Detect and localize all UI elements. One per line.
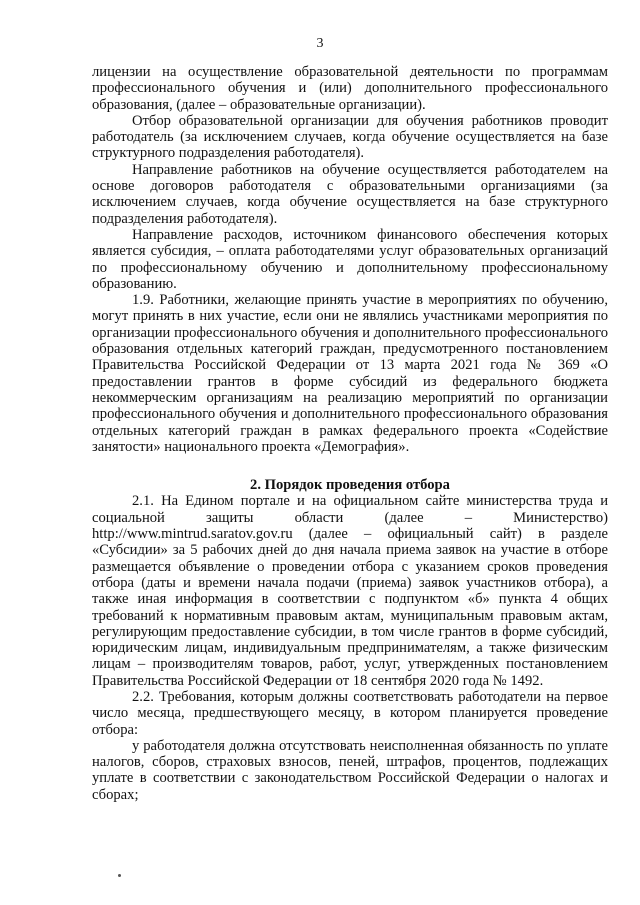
paragraph-direction: Направление работников на обучение осуществляется работодателем на основе договоров работодателя с образовательными организациями (за исключением случаев, когда обучение осуществляется на базе структурного подразделения работодателя). [92, 161, 608, 227]
paragraph-2-2: 2.2. Требования, которым должны соответствовать работодатели на первое число месяца, предшествующего месяцу, в котором планируется проведение отбора: [92, 688, 608, 738]
scan-speck [118, 874, 121, 877]
paragraph-1-9: 1.9. Работники, желающие принять участие в мероприятиях по обучению, могут принять в них участие, если они не являлись участниками мероприятия по организации профессионального обучения и дополнительного профессионального образования отдельных категорий граждан, предусмотренного постановлением Правительства Российской Федерации от 13 марта 2021 года № 369 «О предоставлении грантов в форме субсидий из федерального бюджета некоммерческим организациям на реализацию мероприятий по организации профессионального обучения и дополнительного профессионального образования отдельных категорий граждан в рамках федерального проекта «Содействие занятости» национального проекта «Демография». [92, 292, 608, 455]
paragraph-taxes: у работодателя должна отсутствовать неисполненная обязанность по уплате налогов, сборов, страховых взносов, пеней, штрафов, процентов, подлежащих уплате в соответствии с законодательством Российской Федерации о налогах и сборах; [92, 737, 608, 803]
paragraph-expenses: Направление расходов, источником финансового обеспечения которых является субсидия, – оплата работодателями услуг образовательных организаций по профессиональному обучению и дополнительному профессиональному образованию. [92, 226, 608, 292]
paragraph-selection: Отбор образовательной организации для обучения работников проводит работодатель (за исключением случаев, когда обучение осуществляется на базе структурного подразделения работодателя). [92, 112, 608, 162]
paragraph-2-1: 2.1. На Едином портале и на официальном сайте министерства труда и социальной защиты области (далее – Министерство) http://www.mintrud.saratov.gov.ru (далее – официальный сайт) в разделе «Субсидии» за 5 рабочих дней до дня начала приема заявок на участие в отборе размещается объявление о проведении отбора с указанием сроков проведения отбора (даты и времени начала подачи (приема) заявок участников отбора), а также иная информация в соответствии с подпунктом «б» пункта 4 общих требований к нормативным правовым актам, муниципальным правовым актам, регулирующим предоставление субсидии, в том числе грантов в форме субсидий, юридическим лицам, индивидуальным предпринимателям, а также физическим лицам – производителям товаров, работ, услуг, утвержденных постановлением Правительства Российской Федерации от 18 сентября 2020 года № 1492. [92, 493, 608, 689]
section-heading: 2. Порядок проведения отбора [250, 477, 450, 494]
page-number: 3 [316, 36, 324, 51]
document-body [92, 64, 608, 803]
paragraph-licenses: лицензии на осуществление образовательной деятельности по программам профессионального обучения и (или) дополнительного профессионального образования, (далее – образовательные организации). [92, 64, 608, 113]
